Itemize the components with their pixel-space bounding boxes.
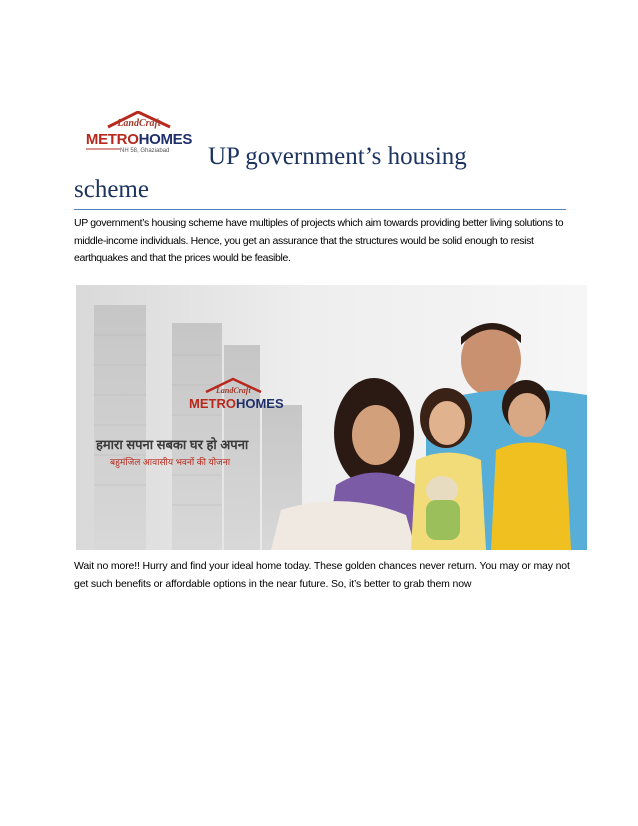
banner-homes: HOMES xyxy=(235,396,284,411)
page-title-line-1: UP government’s housing xyxy=(208,143,467,170)
intro-paragraph: UP government’s housing scheme have multiples of projects which aim towards providing better living solutions to middle-income individuals. Hence, you get an assurance that the structures would be solid enough to resist earthquakes and that the prices would be feasible. xyxy=(74,217,564,264)
logo-metro: METRO xyxy=(85,131,139,148)
banner-tagline: हमारा सपना सबका घर हो अपना xyxy=(96,437,249,452)
banner-landcraft-text: LandCraft xyxy=(216,386,251,395)
banner-metro: METRO xyxy=(189,396,236,411)
logo-metrohomes-text xyxy=(80,131,198,148)
logo-landcraft-text: LandCraft xyxy=(117,118,161,129)
banner-subtagline: बहुमंजिल आवासीय भवनों की योजना xyxy=(110,457,231,467)
page-title-line-2: scheme xyxy=(74,176,149,203)
family-banner-image xyxy=(76,285,587,550)
logo-homes: HOMES xyxy=(138,131,193,148)
title-underline-divider xyxy=(74,209,566,210)
closing-paragraph: Wait no more!! Hurry and find your ideal home today. These golden chances never return. You may or may not get such benefits or affordable options in the near future. So, it’s better to grab them now xyxy=(74,560,570,590)
banner-illustration xyxy=(76,285,587,550)
banner-metrohomes-text xyxy=(189,396,284,411)
metrohomes-logo xyxy=(80,111,198,159)
logo-location: NH 58, Ghaziabad xyxy=(120,148,170,154)
